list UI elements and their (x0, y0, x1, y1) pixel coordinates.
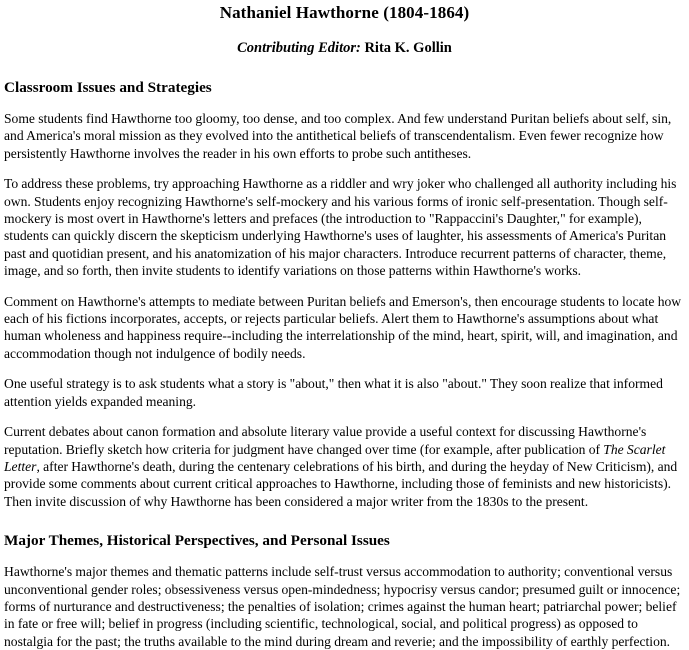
paragraph: Comment on Hawthorne's attempts to mediate between Puritan beliefs and Emerson's, then encourage students to locate how each of his fictions incorporates, accepts, or rejects particular beliefs. Alert them to Hawthorne's assumptions about what human wholeness and happiness require--including the interrelationship of the mind, heart, spirit, will, and imagination, and accommodation though not indulgence of bodily needs. (4, 293, 682, 361)
paragraph: One useful strategy is to ask students what a story is "about," then what it is also "about." They soon realize that informed attention yields expanded meaning. (4, 376, 663, 409)
paragraph: To address these problems, try approaching Hawthorne as a riddler and wry joker who challenged all authority including his own. Students enjoy recognizing Hawthorne's self-mockery and his various forms of ironic self-presentation. Though self-mockery is most overt in Hawthorne's letters and prefaces (the introduction to "Rappaccini's Daughter," for example), students can quickly discern the skepticism underlying Hawthorne's uses of laughter, his assessments of America's Puritan past and quotidian present, and his anatomization of his major characters. Introduce recurrent patterns of character, theme, image, and so forth, then invite students to identify variations on those patterns within Hawthorne's works. (4, 176, 677, 279)
page-title: Nathaniel Hawthorne (1804-1864) (219, 3, 470, 22)
book-title-scarlet-letter: The Scarlet Letter (4, 441, 666, 474)
paragraph-text-after-title: , after Hawthorne's death, during the centenary celebrations of his birth, and during the heyday of New Criticism), and provide some comments about current critical approaches to Hawthorne, including those of feminists and new historicists). Then invite discussion of why Hawthorne has been considered a major writer from the 1830s to the present. (4, 458, 678, 509)
byline (4, 39, 685, 57)
paragraph-with-book-title (4, 423, 685, 510)
contributing-editor-name: Rita K. Gollin (364, 40, 452, 56)
document-page (0, 3, 689, 650)
contributing-editor-label: Contributing Editor: (237, 40, 361, 56)
paragraph: Hawthorne's major themes and thematic patterns include self-trust versus accommodation to authority; conventional versus unconventional gender roles; obsessiveness versus open-mindedness; hypocrisy versus candor; presumed guilt or innocence; forms of nurturance and destructiveness; the penalties of isolation; crimes against the human heart; patriarchal power; belief in fate or free will; belief in progress (including scientific, technological, social, and political progress) as opposed to nostalgia for the past; the truths available to the mind during dream and reverie; and the impossibility of earthly perfection. (4, 564, 681, 649)
paragraph-text-before-title: Current debates about canon formation and absolute literary value provide a useful context for discussing Hawthorne's reputation. Briefly sketch how criteria for judgment have changed over time (for example, after publication of (4, 424, 647, 457)
section-heading-major-themes: Major Themes, Historical Perspectives, and Personal Issues (4, 532, 390, 550)
section-heading-classroom-issues: Classroom Issues and Strategies (4, 79, 212, 96)
paragraph: Some students find Hawthorne too gloomy, too dense, and too complex. And few understand Puritan beliefs about self, sin, and America's moral mission as they evolved into the antithetical beliefs of transcendentalism. Even fewer recognize how persistently Hawthorne involves the reader in his own efforts to probe such antitheses. (4, 111, 672, 161)
